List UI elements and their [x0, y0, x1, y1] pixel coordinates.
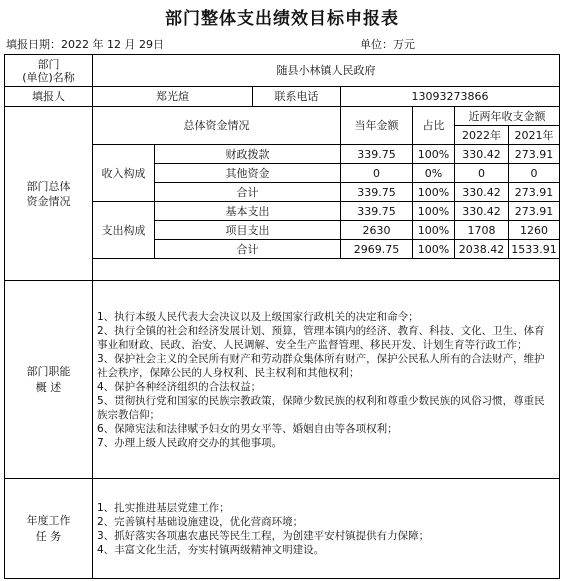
expense-row-current: 339.75	[341, 202, 413, 221]
duty-item: 6、保障宪法和法律赋予妇女的男女平等、婚姻自由等各项权利；	[97, 422, 398, 435]
expense-row-2021: 273.91	[509, 202, 560, 221]
expense-row-ratio: 100%	[413, 221, 455, 240]
page-title: 部门整体支出绩效目标申报表	[165, 9, 399, 29]
income-total-2021: 273.91	[509, 183, 560, 202]
duty-item: 2、执行全镇的社会和经济发展计划、预算，管理本镇内的经济、教育、科技、文化、卫生、体育事业和财政、民政、治安、人民调解、安全生产监督管理、移民开发、计划生育等行政工作；	[97, 324, 545, 351]
income-total-2022: 330.42	[455, 183, 509, 202]
income-total-name: 合计	[155, 183, 341, 202]
expense-total-current: 2969.75	[341, 240, 413, 259]
dept-label: 部门 (单位)名称	[5, 55, 93, 87]
income-row-ratio: 0%	[413, 164, 455, 183]
current-amount-header: 当年金额	[341, 107, 413, 145]
unit-label: 单位：万元	[360, 38, 415, 51]
dept-name: 随县小林镇人民政府	[93, 55, 560, 87]
income-total-current: 339.75	[341, 183, 413, 202]
expense-row-2021: 1260	[509, 221, 560, 240]
tasks-label: 年度工作 任 务	[5, 479, 93, 579]
duties-content	[93, 281, 560, 479]
expense-row-current: 2630	[341, 221, 413, 240]
expense-total-2021: 1533.91	[509, 240, 560, 259]
income-row-2021: 0	[509, 164, 560, 183]
duty-item: 4、保护各种经济组织的合法权益；	[97, 380, 262, 393]
filler-name: 郑光煊	[93, 87, 253, 107]
duty-item: 5、贯彻执行党和国家的民族宗教政策，保障少数民族的权利和尊重少数民族的风俗习惯，尊重民族宗教信仰；	[97, 394, 545, 421]
task-item: 1、扎实推进基层党建工作；	[97, 501, 230, 514]
duty-item: 1、执行本级人民代表大会决议以及上级国家行政机关的决定和命令；	[97, 310, 419, 323]
funds-section-label: 部门总体 资金情况	[5, 107, 93, 281]
task-item: 3、抓好落实各项惠农惠民等民生工程，为创建平安村镇提供有力保障；	[97, 529, 430, 542]
income-row-name: 其他资金	[155, 164, 341, 183]
expense-row-name: 项目支出	[155, 221, 341, 240]
expense-total-2022: 2038.42	[455, 240, 509, 259]
duties-label: 部门职能 概 述	[5, 281, 93, 479]
income-row-current: 339.75	[341, 145, 413, 164]
fill-date: 填报日期：2022 年 12 月 29日	[6, 38, 164, 51]
income-total-ratio: 100%	[413, 183, 455, 202]
duty-item: 7、办理上级人民政府交办的其他事项。	[97, 436, 283, 449]
task-item: 2、完善镇村基础设施建设，优化营商环境；	[97, 515, 304, 528]
overall-funds-header: 总体资金情况	[93, 107, 341, 145]
income-row-2022: 330.42	[455, 145, 509, 164]
income-row-current: 0	[341, 164, 413, 183]
recent-years-header: 近两年收支金额	[455, 107, 560, 126]
income-row-ratio: 100%	[413, 145, 455, 164]
year-2022-header: 2022年	[455, 126, 509, 145]
income-label: 收入构成	[93, 145, 155, 202]
expense-row-2022: 1708	[455, 221, 509, 240]
tasks-content	[93, 479, 560, 579]
ratio-header: 占比	[413, 107, 455, 145]
expense-label: 支出构成	[93, 202, 155, 259]
income-row-2021: 273.91	[509, 145, 560, 164]
phone-number: 13093273866	[341, 87, 560, 107]
filler-label: 填报人	[5, 87, 93, 107]
expense-row-ratio: 100%	[413, 202, 455, 221]
expense-total-ratio: 100%	[413, 240, 455, 259]
phone-label: 联系电话	[253, 87, 341, 107]
income-row-2022: 0	[455, 164, 509, 183]
year-2021-header: 2021年	[509, 126, 560, 145]
funds-spacer	[93, 259, 560, 281]
performance-table	[4, 54, 560, 579]
income-row-name: 财政拨款	[155, 145, 341, 164]
duty-item: 3、保护社会主义的全民所有财产和劳动群众集体所有财产，保护公民私人所有的合法财产，维护社会秩序，保障公民的人身权利、民主权利和其他权利；	[97, 352, 545, 379]
expense-total-name: 合计	[155, 240, 341, 259]
expense-row-2022: 330.42	[455, 202, 509, 221]
task-item: 4、丰富文化生活，夯实村镇两级精神文明建设。	[97, 543, 325, 556]
expense-row-name: 基本支出	[155, 202, 341, 221]
